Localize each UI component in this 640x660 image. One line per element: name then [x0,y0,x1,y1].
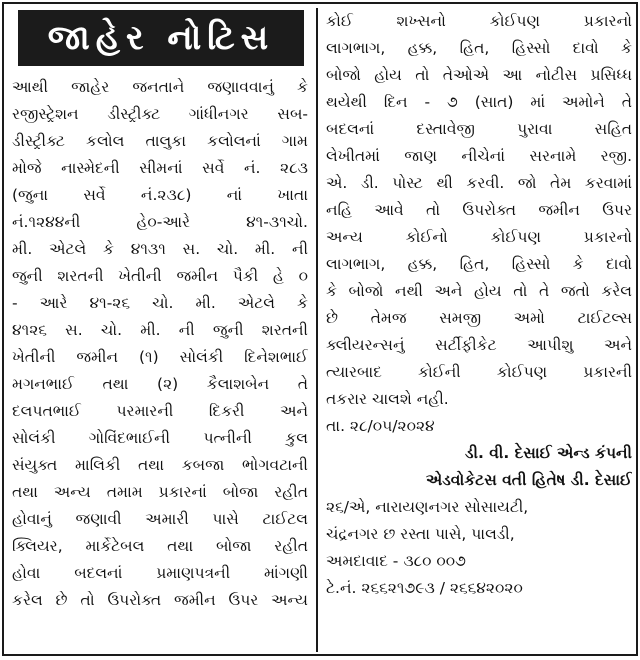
notice-text-line: લાગભાગ, હક્ક, હિત, હિસ્સો કે દાવો [326,255,632,273]
notice-text-line: બોજો હોય તો તેઓએ આ નોટીસ પ્રસિધ્ધ [326,66,632,84]
notice-text-line: કોઈ શખ્સનો કોઈપણ પ્રકારનો [326,12,632,30]
notice-date: તા. ૨૮/૦૫/૨૦૨૪ [326,417,435,435]
public-notice [2,2,638,656]
notice-text-line: એ. ડી. પોસ્ટ થી કરવી. જો તેમ કરવામાં [326,174,632,192]
notice-text-line: તથા અન્ય તમામ પ્રકારનાં બોજા રહીત [12,483,308,501]
notice-text-line: ક્લીયરન્સનું સર્ટીફીકેટ આપીશુ અને [326,336,632,354]
firm-name: ડી. વી. દેસાઈ એન્ડ કંપની [465,444,632,462]
notice-text-line: સોલંકી ગોવિંદભાઈની પત્નીની કુલ [12,429,308,447]
notice-text-line: કે બોજો નથી અને હોય તો તે જતો કરેલ [326,282,632,300]
notice-text-line: મગનભાઈ તથા (૨) કૈલાશબેન તે [12,375,308,393]
notice-text-line: ખેતીની જમીન (૧) સોલંકી દિનેશભાઈ [12,348,308,366]
notice-left-column [12,74,308,614]
notice-right-column [326,8,632,602]
column-divider [316,8,318,652]
notice-text-line: ૪૧૨૬ સ. ચો. મી. ની જુની શરતની [12,321,308,339]
notice-text-line: અન્ય કોઈનો કોઈપણ પ્રકારનો [326,228,632,246]
notice-text-line: થયેથી દિન - ૭ (સાત) માં અમોને તે [326,93,632,111]
address-line: ૨૬/એ, નારાયણનગર સોસાયટી, [326,498,529,516]
notice-text-line: ડીસ્ટ્રીક્ટ કલોલ તાલુકા કલોલનાં ગામ [12,132,308,150]
notice-text-line: આથી જાહેર જનતાને જણાવવાનું કે [12,78,308,96]
advocate-name: એડવોકેટસ વતી હિતેષ ડી. દેસાઈ [425,471,632,489]
phone-numbers: ટે.નં. ૨૬૬૨૧૭૯૩ / ૨૬૬૪૨૦૨૦ [326,579,523,597]
notice-text-line: હોવાનું જણાવી અમારી પાસે ટાઈટલ [12,510,308,528]
notice-text-line: લાગભાગ, હક્ક, હિત, હિસ્સો દાવો કે [326,39,632,57]
notice-text-line: તકરાર ચાલશે નહી. [326,390,449,408]
notice-text-line: ત્યારબાદ કોઈની કોઈપણ પ્રકારની [326,363,632,381]
notice-text-line: નં.૧૨૪૪ની હે૦-આરે ૪૧-૩૧ચો. [12,213,308,231]
notice-text-line: - આરે ૪૧-૨૬ ચો. મી. એટલે કે [12,294,308,312]
notice-text-line: રજીસ્ટ્રેશન ડીસ્ટ્રીક્ટ ગાંધીનગર સબ- [12,105,308,123]
notice-text-line: મોજે નાસ્મેદની સીમનાં સર્વે નં. ૨૮૩ [12,159,308,177]
notice-text-line: કરેલ છે તો ઉપરોક્ત જમીન ઉપર અન્ય [12,591,308,609]
notice-text-line: હોવા બદલનાં પ્રમાણપત્રની માંગણી [12,564,308,582]
notice-title: જાહેર નોટિસ [18,10,304,66]
address-line: ચંદ્રનગર છ રસ્તા પાસે, પાલડી, [326,525,515,543]
notice-text-line: જુની શરતની ખેતીની જમીન પૈકી હે ૦ [12,267,308,285]
notice-text-line: લેખીતમાં જાણ નીચેનાં સરનામે રજી. [326,147,632,165]
notice-text-line: સંયુક્ત માલિકી તથા કબજા ભોગવટાની [12,456,308,474]
notice-text-line: છે તેમજ સમજી અમો ટાઈટલ્સ [326,309,632,327]
notice-text-line: મી. એટલે કે ૪૧૩૧ સ. ચો. મી. ની [12,240,308,258]
notice-text-line: દલપતભાઈ પરમારની દિકરી અને [12,402,308,420]
notice-text-line: બદલનાં દસ્તાવેજી પુરાવા સહિત [326,120,632,138]
notice-text-line: (જુના સર્વે નં.૨૩૮) નાં ખાતા [12,186,308,204]
address-line: અમદાવાદ - ૩૮૦ ૦૦૭ [326,552,466,570]
notice-text-line: ક્લિયર, માર્કેટેબલ તથા બોજા રહીત [12,537,308,555]
notice-text-line: નહિ આવે તો ઉપરોક્ત જમીન ઉપર [326,201,632,219]
